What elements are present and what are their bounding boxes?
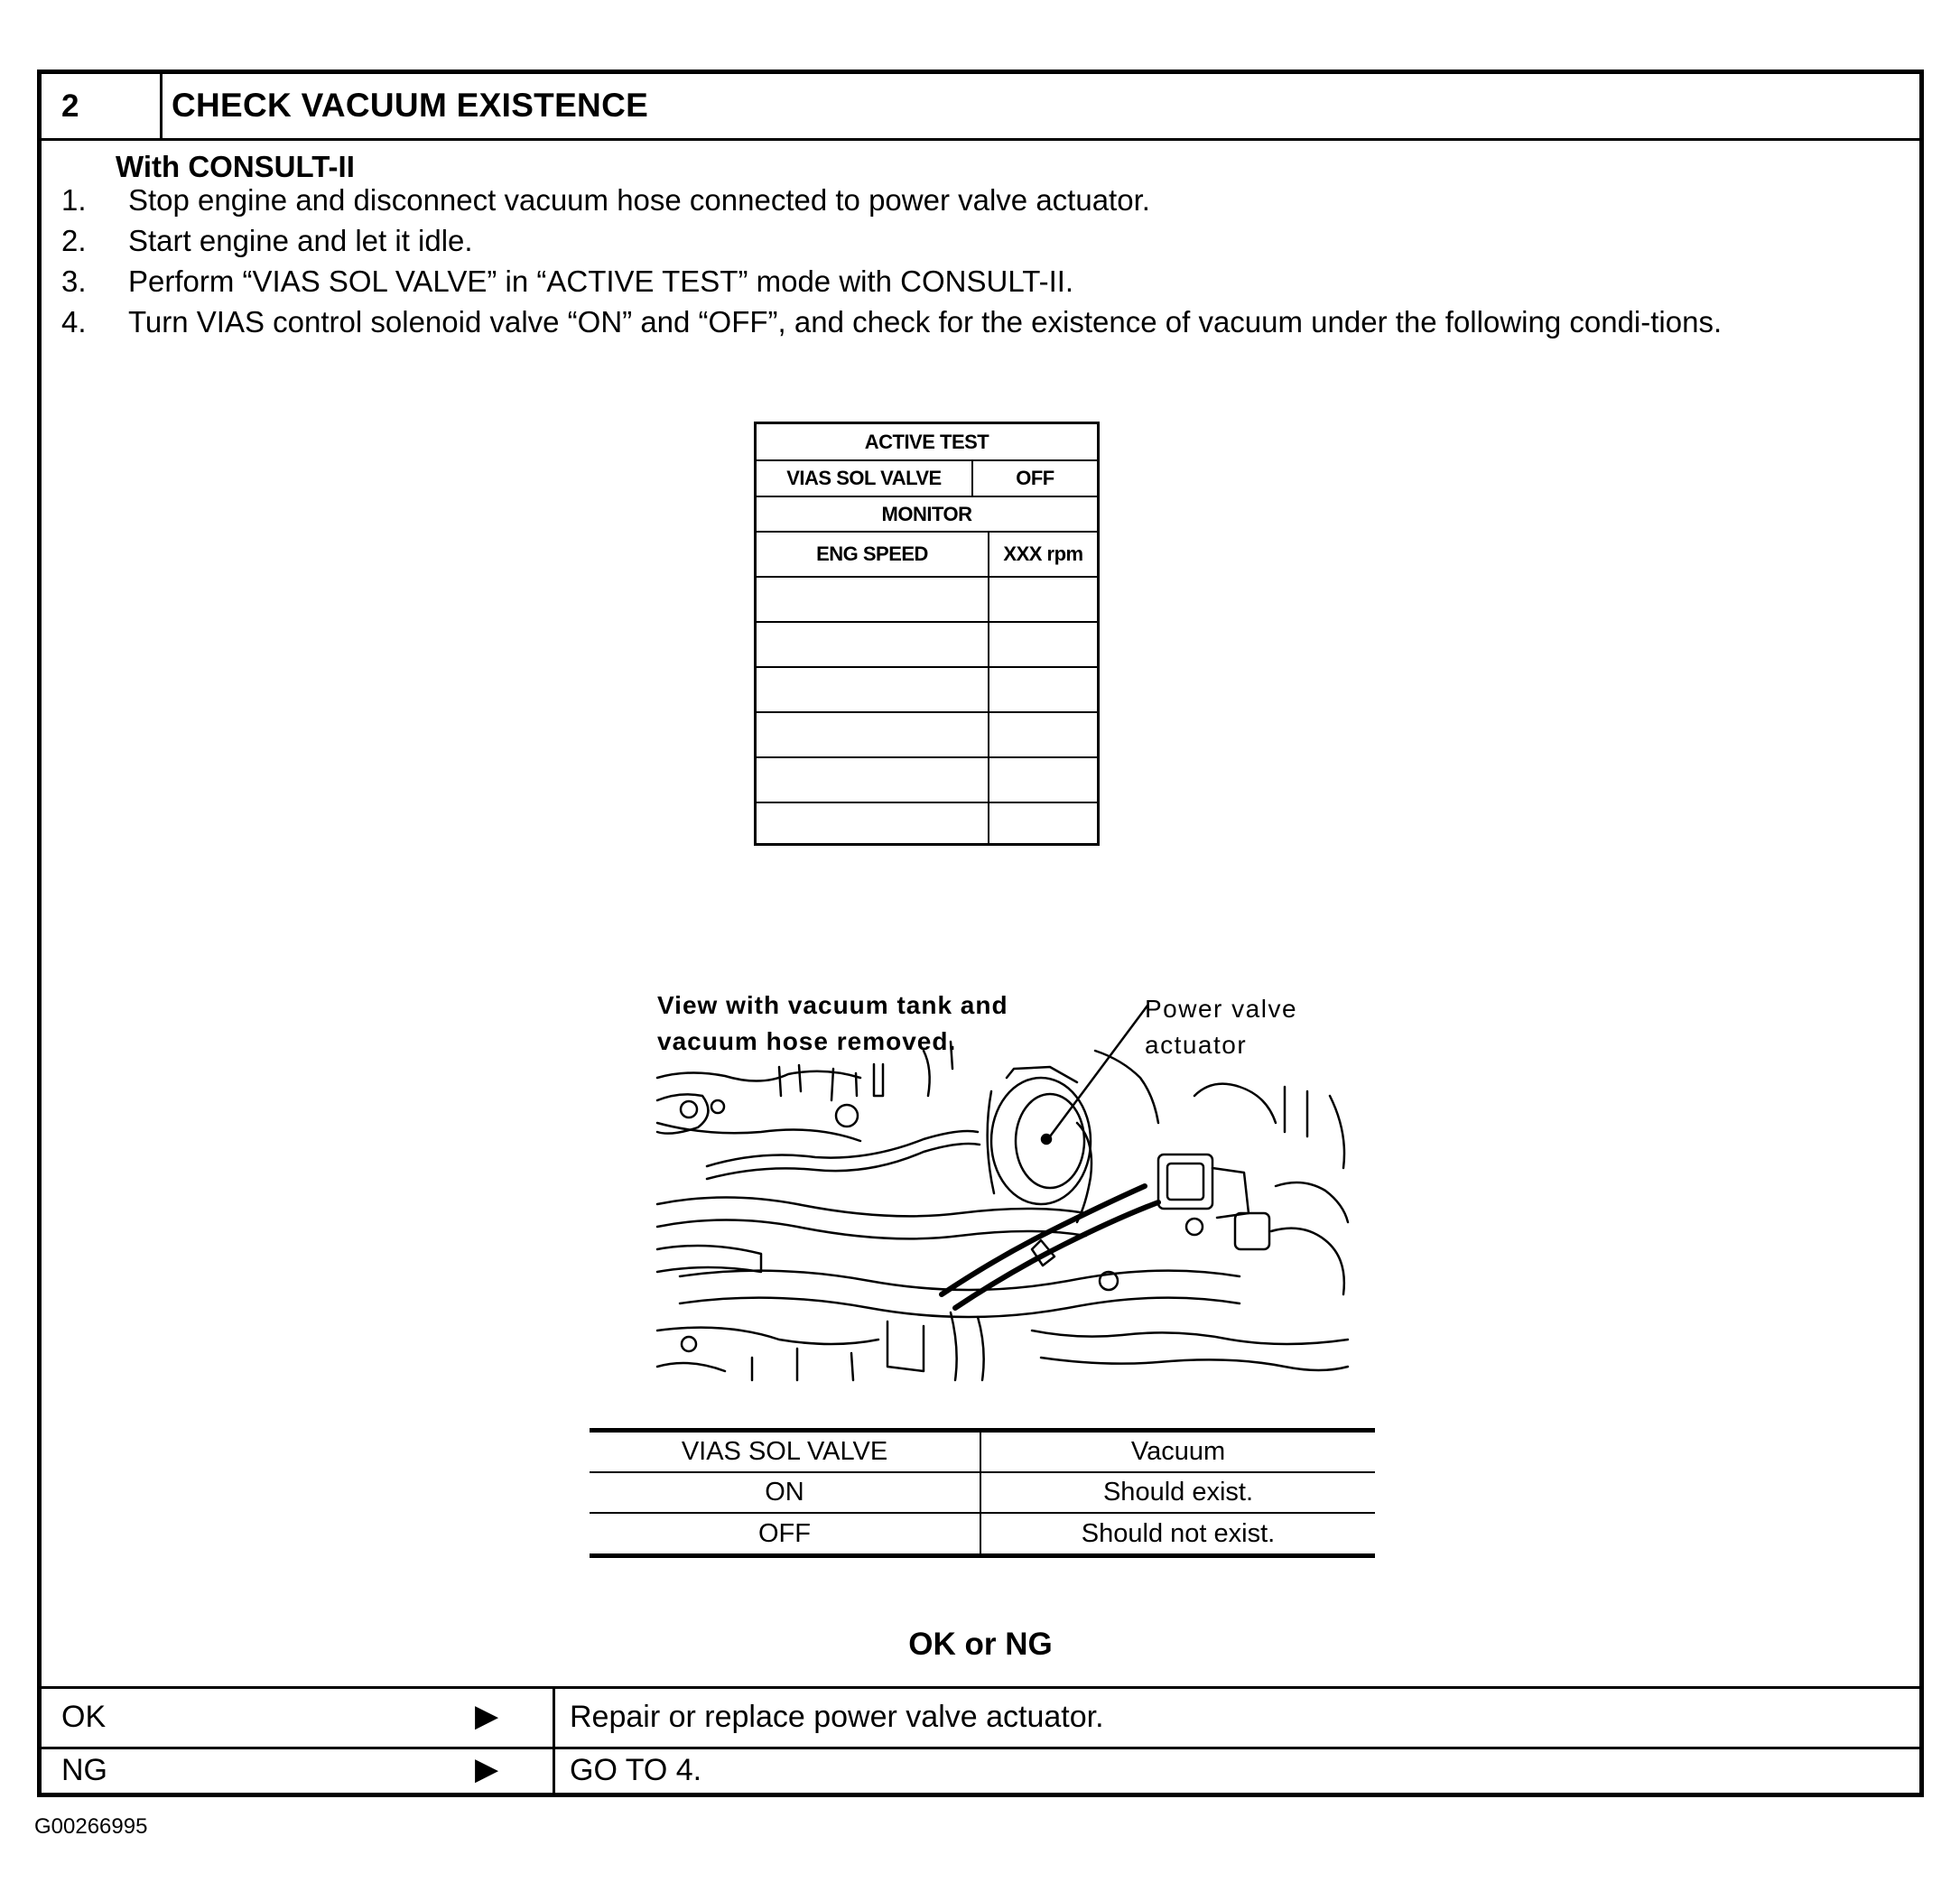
table-cell: Should exist. [1102,1478,1254,1507]
table-cell: ON [765,1478,804,1507]
monitor-empty-row [757,623,1097,668]
active-test-item-value: OFF [1016,467,1054,489]
step-item-text: Stop engine and disconnect vacuum hose connected to power valve actuator. [128,183,1150,217]
table-row [590,1473,1375,1514]
figure-id: G00266995 [34,1814,148,1839]
result-key: OK [61,1700,107,1734]
result-action: GO TO 4. [570,1753,702,1787]
step-number: 2 [42,74,163,138]
monitor-item-row [757,533,1097,578]
step-item-number: 4. [61,305,87,338]
consult-subhead: With CONSULT-II [116,150,355,183]
table-header-cell: Vacuum [1130,1437,1226,1466]
procedure-frame [37,70,1924,1797]
step-item-text: Perform “VIAS SOL VALVE” in “ACTIVE TEST” mode with CONSULT-II. [128,264,1074,298]
table-header-cell: VIAS SOL VALVE [681,1437,888,1466]
monitor-empty-row [757,713,1097,758]
monitor-title-row [757,497,1097,533]
engine-illustration [653,915,1357,1385]
illustration-caption-line2: vacuum hose removed. [657,1027,957,1055]
table-cell: OFF [758,1519,811,1548]
monitor-empty-row [757,578,1097,623]
engine-bay-drawing [653,915,1357,1385]
step-item-text: Turn VIAS control solenoid valve “ON” and “OFF”, and check for the existence of vacuum under the following condi-tions. [128,305,1723,338]
result-divider [553,1749,555,1793]
ok-ng-title: OK or NG [908,1627,1053,1662]
active-test-item-label: VIAS SOL VALVE [786,467,942,489]
monitor-empty-row [757,803,1097,843]
arrow-right-icon: ▶ [475,1699,499,1733]
step-item-text: Start engine and let it idle. [128,224,473,257]
monitor-empty-row [757,668,1097,713]
vacuum-condition-table [590,1428,1375,1558]
step-item-number: 1. [61,183,87,217]
table-cell: Should not exist. [1081,1519,1276,1548]
monitor-item-value: XXX rpm [1003,542,1083,565]
active-test-title: ACTIVE TEST [864,430,989,453]
active-test-title-row [757,424,1097,461]
monitor-item-label: ENG SPEED [816,542,928,565]
table-column-divider [980,1433,981,1553]
arrow-right-icon: ▶ [475,1752,499,1786]
step-header [42,74,1919,141]
result-row-ng [42,1747,1919,1793]
monitor-title: MONITOR [881,502,972,525]
result-key: NG [61,1753,107,1787]
step-item-number: 3. [61,264,87,298]
monitor-empty-row [757,758,1097,803]
active-test-item-row [757,461,1097,497]
result-divider [553,1689,555,1747]
table-header-row [590,1433,1375,1473]
table-row [590,1514,1375,1554]
actuator-label-line1: Power valve [1145,995,1298,1023]
actuator-label-line2: actuator [1145,1031,1248,1059]
active-test-panel [754,422,1100,846]
result-row-ok [42,1686,1919,1747]
result-action: Repair or replace power valve actuator. [570,1700,1104,1734]
step-item-number: 2. [61,224,87,257]
step-title: CHECK VACUUM EXISTENCE [172,87,649,124]
illustration-caption-line1: View with vacuum tank and [657,991,1008,1019]
